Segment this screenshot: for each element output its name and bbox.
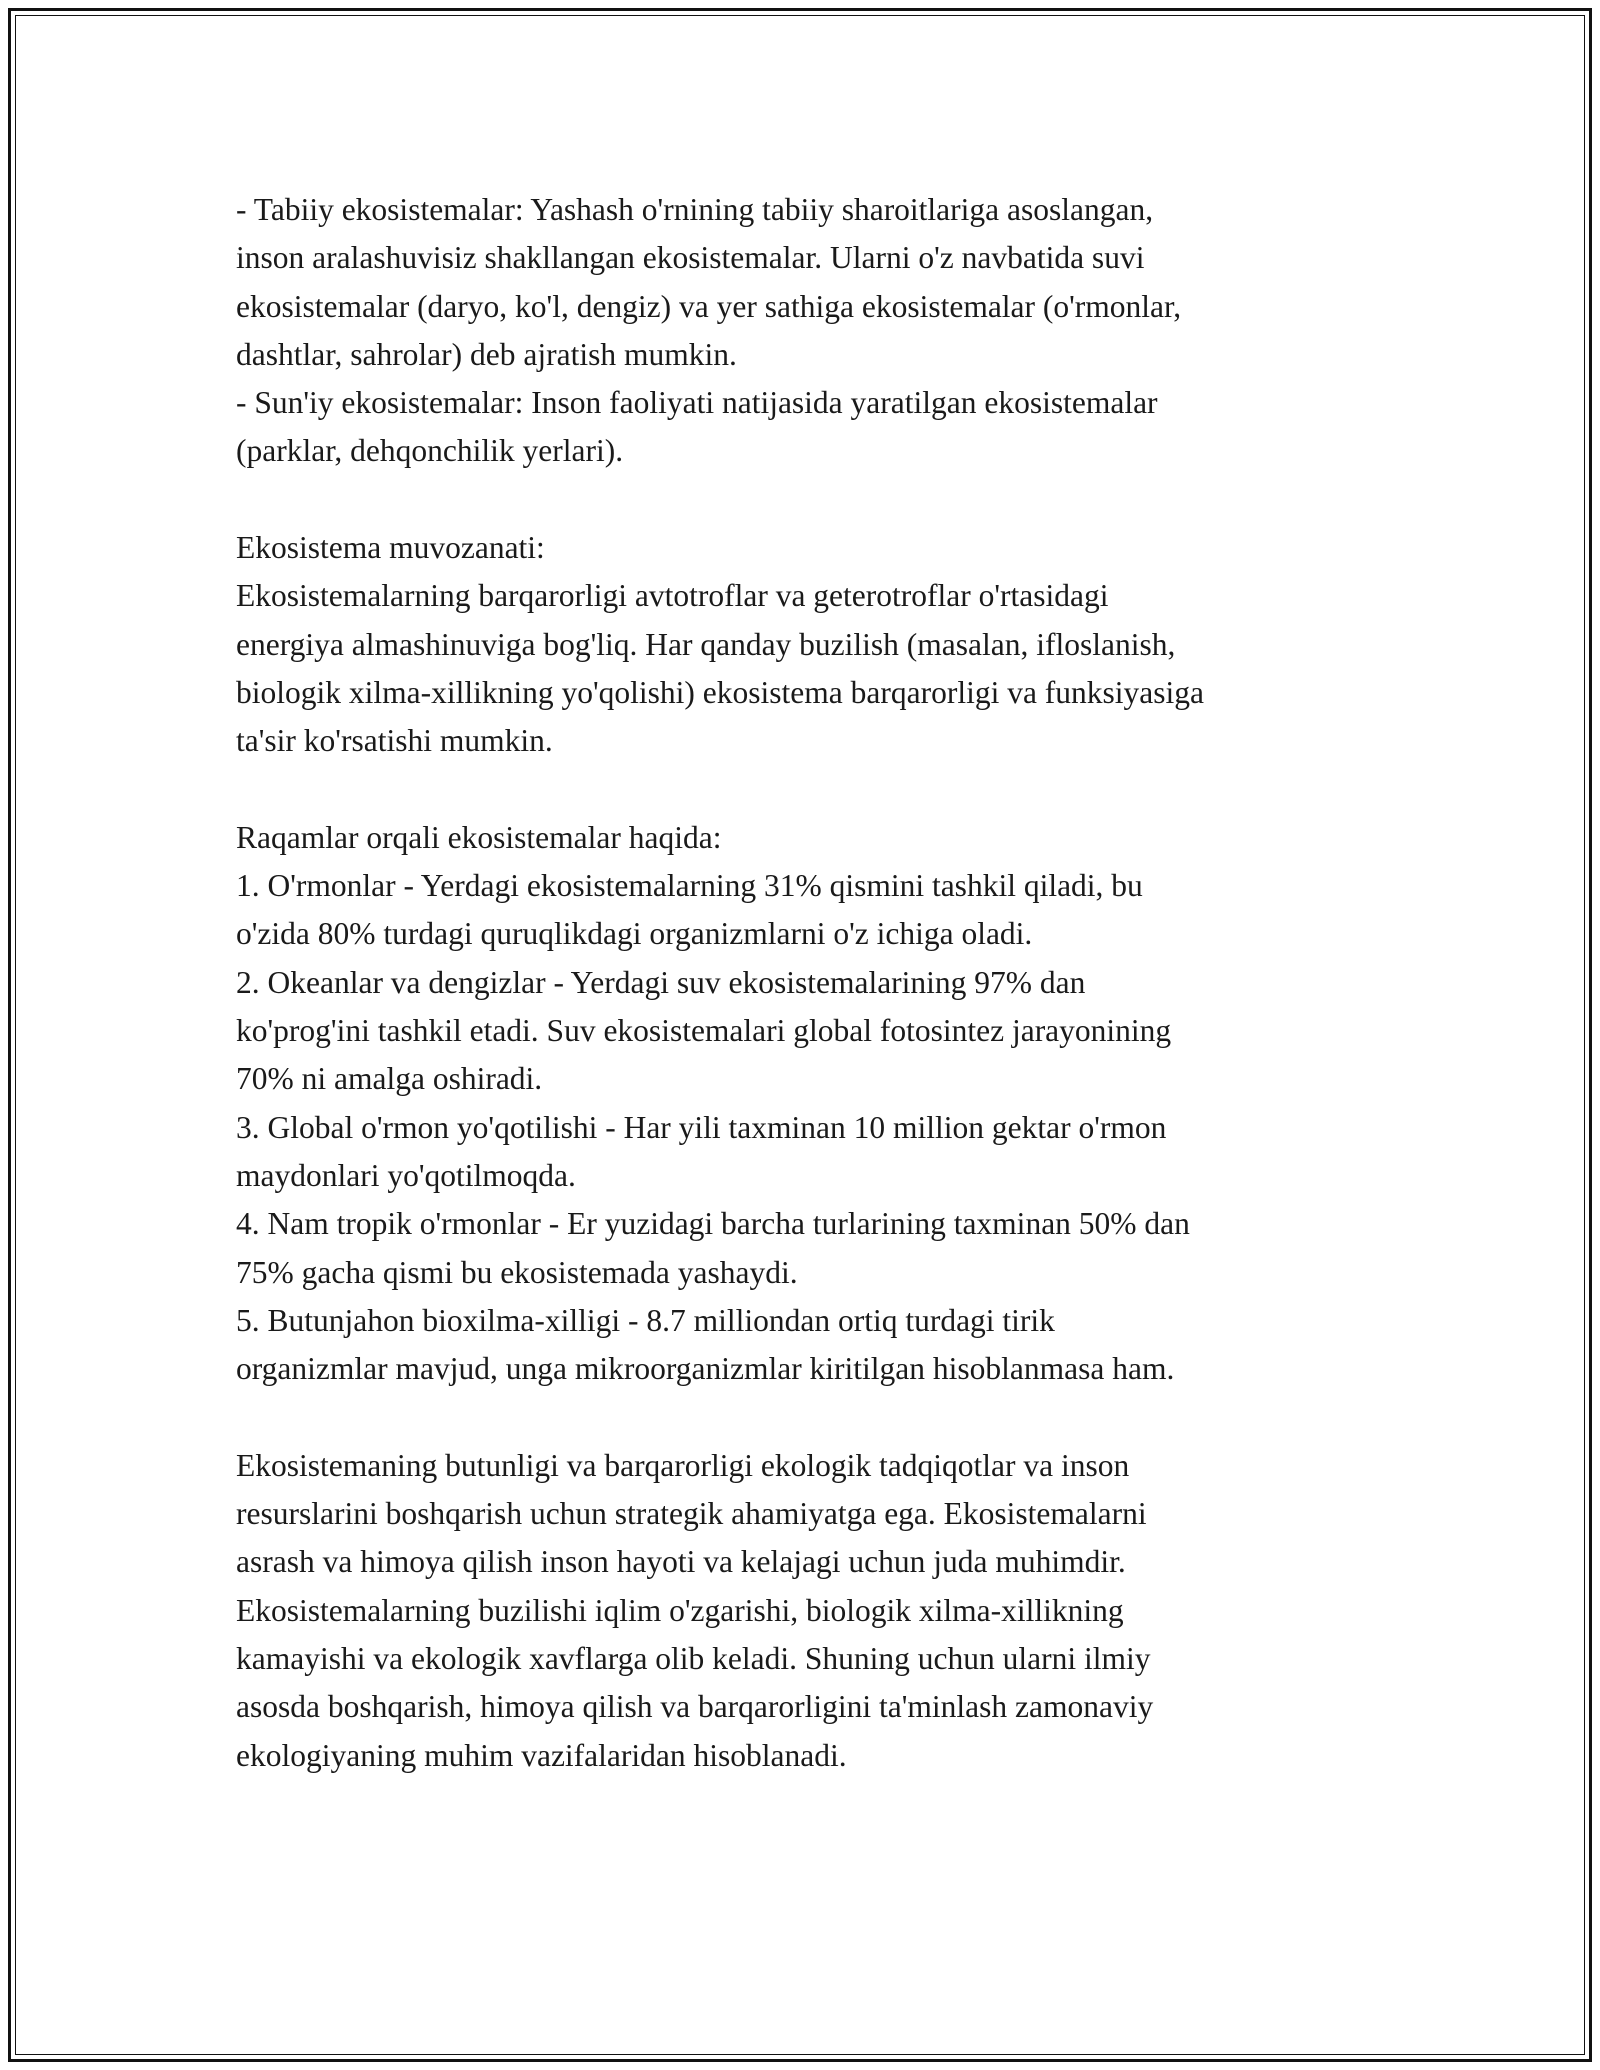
text-line: kamayishi va ekologik xavflarga olib keladi. Shuning uchun ularni ilmiy [236, 1640, 1151, 1676]
document-body [236, 186, 1416, 1780]
text-line: - Sun'iy ekosistemalar: Inson faoliyati natijasida yaratilgan ekosistemalar [236, 385, 1158, 421]
list-item-line: 1. O'rmonlar - Yerdagi ekosistemalarning 31% qismini tashkil qiladi, bu [236, 868, 1143, 904]
list-item-line: 70% ni amalga oshiradi. [236, 1061, 543, 1097]
list-item-line: organizmlar mavjud, unga mikroorganizmlar kiritilgan hisoblanmasa ham. [236, 1351, 1175, 1387]
text-line: Ekosistemalarning barqarorligi avtotroflar va geterotroflar o'rtasidagi [236, 578, 1109, 614]
text-line: asrash va himoya qilish inson hayoti va kelajagi uchun juda muhimdir. [236, 1544, 1126, 1580]
list-item-line: 75% gacha qismi bu ekosistemada yashaydi. [236, 1254, 798, 1290]
list-item-line: 3. Global o'rmon yo'qotilishi - Har yili taxminan 10 million gektar o'rmon [236, 1109, 1167, 1145]
paragraph-spacer [236, 766, 1416, 814]
text-line: Ekosistemalarning buzilishi iqlim o'zgarishi, biologik xilma-xillikning [236, 1592, 1124, 1628]
text-line: resurslarini boshqarish uchun strategik ahamiyatga ega. Ekosistemalarni [236, 1496, 1147, 1532]
section-heading: Ekosistema muvozanati: [236, 530, 545, 566]
text-line: ta'sir ko'rsatishi mumkin. [236, 723, 553, 759]
list-item-line: 2. Okeanlar va dengizlar - Yerdagi suv ekosistemalarining 97% dan [236, 964, 1086, 1000]
list-item-line: ko'prog'ini tashkil etadi. Suv ekosistemalari global fotosintez jarayonining [236, 1013, 1172, 1049]
text-line: Ekosistemaning butunligi va barqarorligi ekologik tadqiqotlar va inson [236, 1447, 1130, 1483]
section-ecosystem-balance [236, 524, 1416, 765]
text-line: inson aralashuvisiz shakllangan ekosistemalar. Ularni o'z navbatida suvi [236, 240, 1145, 276]
text-line: energiya almashinuviga bog'liq. Har qanday buzilish (masalan, ifloslanish, [236, 626, 1176, 662]
list-item-line: maydonlari yo'qotilmoqda. [236, 1157, 576, 1193]
section-ecosystem-types [236, 186, 1416, 476]
text-line: ekosistemalar (daryo, ko'l, dengiz) va yer sathiga ekosistemalar (o'rmonlar, [236, 288, 1182, 324]
list-item-line: o'zida 80% turdagi quruqlikdagi organizmlarni o'z ichiga oladi. [236, 916, 1033, 952]
text-line: - Tabiiy ekosistemalar: Yashash o'rnining tabiiy sharoitlariga asoslangan, [236, 192, 1154, 227]
paragraph-spacer [236, 1393, 1416, 1441]
text-line: (parklar, dehqonchilik yerlari). [236, 433, 624, 469]
text-line: asosda boshqarish, himoya qilish va barqarorligini ta'minlash zamonaviy [236, 1689, 1154, 1725]
list-item-line: 4. Nam tropik o'rmonlar - Er yuzidagi barcha turlarining taxminan 50% dan [236, 1206, 1190, 1242]
section-heading: Raqamlar orqali ekosistemalar haqida: [236, 819, 722, 855]
text-line: biologik xilma-xillikning yo'qolishi) ekosistema barqarorligi va funksiyasiga [236, 674, 1205, 710]
text-line: dashtlar, sahrolar) deb ajratish mumkin. [236, 336, 737, 372]
list-item-line: 5. Butunjahon bioxilma-xilligi - 8.7 milliondan ortiq turdagi tirik [236, 1302, 1055, 1338]
section-ecosystem-numbers [236, 814, 1416, 1394]
section-conclusion [236, 1442, 1416, 1780]
paragraph-spacer [236, 476, 1416, 524]
text-line: ekologiyaning muhim vazifalaridan hisoblanadi. [236, 1737, 847, 1773]
